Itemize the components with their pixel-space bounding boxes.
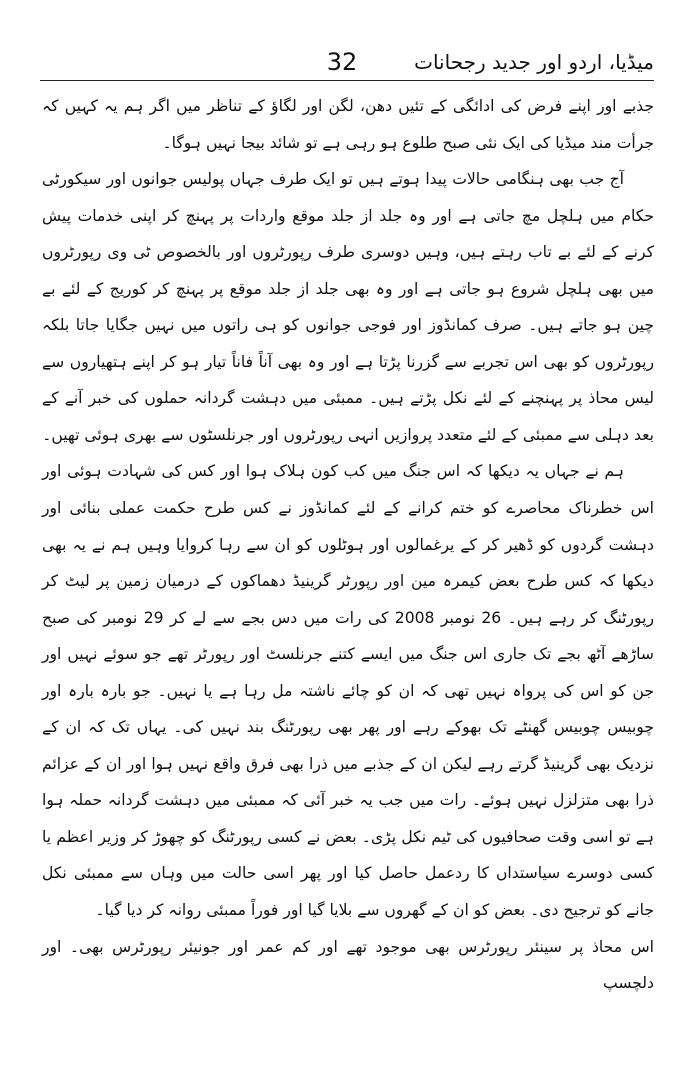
page-header (40, 46, 654, 80)
paragraph-3: ہم نے جہاں یہ دیکھا کہ اس جنگ میں کب کون ہلاک ہوا اور کس کی شہادت ہوئی اور اس خطرناک محاصرے کو ختم کرانے کے لئے کمانڈوز نے کس طرح حکمت عملی بنائی اور دہشت گردوں کو ڈھیر کر کے یرغمالوں اور ہوٹلوں کو ان سے رہا کروایا وہیں ہم نے یہ بھی دیکھا کہ کس طرح بعض کیمرہ مین اور رپورٹر گرینیڈ دھماکوں کے درمیان زمین پر لیٹ کر رپورٹنگ کر رہے ہیں۔ 26 نومبر 2008 کی رات میں دس بجے سے لے کر 29 نومبر کی صبح ساڑھے آٹھ بجے تک جاری اس جنگ میں ایسے کتنے جرنلسٹ اور رپورٹر تھے جو سوئے نہیں اور جن کو اس کی پرواہ نہیں تھی کہ ان کو چائے ناشتہ مل رہا ہے یا نہیں۔ جو بارہ بارہ اور چوبیس چوبیس گھنٹے تک بھوکے رہے اور پھر بھی رپورٹنگ بند نہیں کی۔ یہاں تک کہ ان کے نزدیک بھی گرینیڈ گرتے رہے لیکن ان کے جذبے میں ذرا بھی فرق واقع نہیں ہوا اور ان کے عزائم ذرا بھی متزلزل نہیں ہوئے۔ رات میں جب یہ خبر آئی کہ ممبئی میں دہشت گردانہ حملہ ہوا ہے تو اسی وقت صحافیوں کی ٹیم نکل پڑی۔ بعض نے کسی رپورٹنگ کو چھوڑ کر وزیر اعظم یا کسی دوسرے سیاستداں کا ردعمل حاصل کیا اور پھر اسی حالت میں وہاں سے ممبئی نکل جانے کو ترجیح دی۔ بعض کو ان کے گھروں سے بلایا گیا اور فوراً ممبئی روانہ کر دیا گیا۔ (42, 462, 654, 920)
page-number: 32 (326, 48, 358, 76)
header-divider (40, 80, 654, 81)
body-text (42, 88, 654, 1002)
paragraph-1: جذبے اور اپنے فرض کی ادائگی کے تئیں دھن، لگن اور لگاؤ کے تناظر میں اگر ہم یہ کہیں کہ جرأت مند میڈیا کی ایک نئی صبح طلوع ہو رہی ہے تو شائد بیجا نہیں ہوگا۔ (42, 97, 654, 152)
running-title: میڈیا، اردو اور جدید رجحانات (414, 50, 654, 74)
paragraph-4: اس محاذ پر سینئر رپورٹرس بھی موجود تھے اور کم عمر اور جونیئر رپورٹرس بھی۔ اور دلچسپ (42, 937, 654, 993)
paragraph-2: آج جب بھی ہنگامی حالات پیدا ہوتے ہیں تو ایک طرف جہاں پولیس جوانوں اور سیکورٹی حکام میں ہلچل مچ جاتی ہے اور وہ جلد از جلد موقع واردات پر پہنچ کر اپنی خدمات پیش کرنے کے لئے بے تاب رہتے ہیں، وہیں دوسری طرف رپورٹروں اور بالخصوص ٹی وی رپورٹروں میں بھی ہلچل شروع ہو جاتی ہے اور وہ بھی جلد از جلد موقع پر پہنچ کر کوریج کے لئے بے چین ہو جاتے ہیں۔ صرف کمانڈوز اور فوجی جوانوں کو ہی راتوں میں نہیں جگایا جاتا بلکہ رپورٹروں کو بھی اس تجربے سے گزرنا پڑتا ہے اور وہ بھی آناً فاناً تیار ہو کر اپنے ہتھیاروں سے لیس محاذ پر پہنچنے کے لئے نکل پڑتے ہیں۔ ممبئی میں دہشت گردانہ حملوں کی خبر آنے کے بعد دہلی سے ممبئی کے لئے متعدد پروازیں انہی رپورٹروں اور جرنلسٹوں سے بھری ہوئی تھیں۔ (42, 170, 655, 444)
